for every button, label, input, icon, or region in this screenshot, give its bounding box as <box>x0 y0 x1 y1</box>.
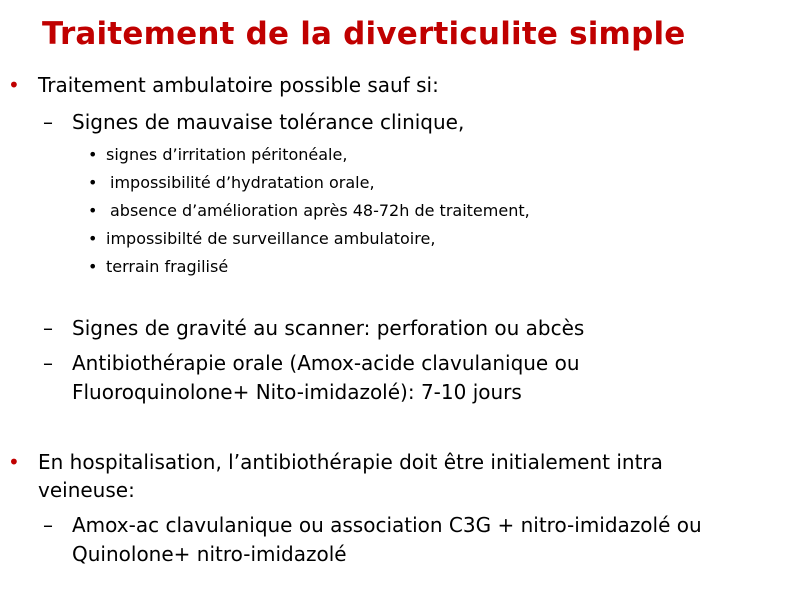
bullet-marker: • <box>88 145 98 164</box>
bullet-marker: • <box>88 257 98 276</box>
sub-bullet-antibio-line1: Antibiothérapie orale (Amox-acide clavulanique ou <box>72 351 580 375</box>
dash-marker: – <box>43 351 53 375</box>
sub-sub-item: signes d’irritation péritonéale, <box>106 145 348 164</box>
sub-bullet-antibio-line2: Fluoroquinolone+ Nito-imidazolé): 7-10 jours <box>72 380 522 404</box>
sub-bullet-iv-line1: Amox-ac clavulanique ou association C3G + nitro-imidazolé ou <box>72 513 702 537</box>
bullet-hospitalisation-line2: veineuse: <box>38 478 135 502</box>
dash-marker: – <box>43 110 53 134</box>
sub-bullet-gravite: Signes de gravité au scanner: perforation ou abcès <box>72 316 585 340</box>
sub-sub-item: absence d’amélioration après 48-72h de traitement, <box>110 201 530 220</box>
sub-bullet-tolerance: Signes de mauvaise tolérance clinique, <box>72 110 465 134</box>
bullet-marker: • <box>88 229 98 248</box>
bullet-ambulatoire: Traitement ambulatoire possible sauf si: <box>38 73 439 97</box>
bullet-marker: • <box>88 201 98 220</box>
sub-sub-item: impossibilté de surveillance ambulatoire, <box>106 229 436 248</box>
dash-marker: – <box>43 513 53 537</box>
slide-title: Traitement de la diverticulite simple <box>42 16 686 52</box>
bullet-marker: • <box>88 173 98 192</box>
bullet-marker: • <box>8 73 20 97</box>
sub-sub-item: terrain fragilisé <box>106 257 229 276</box>
bullet-hospitalisation-line1: En hospitalisation, l’antibiothérapie doit être initialement intra <box>38 450 663 474</box>
dash-marker: – <box>43 316 53 340</box>
bullet-marker: • <box>8 450 20 474</box>
sub-sub-item: impossibilité d’hydratation orale, <box>110 173 375 192</box>
sub-bullet-iv-line2: Quinolone+ nitro-imidazolé <box>72 542 347 566</box>
